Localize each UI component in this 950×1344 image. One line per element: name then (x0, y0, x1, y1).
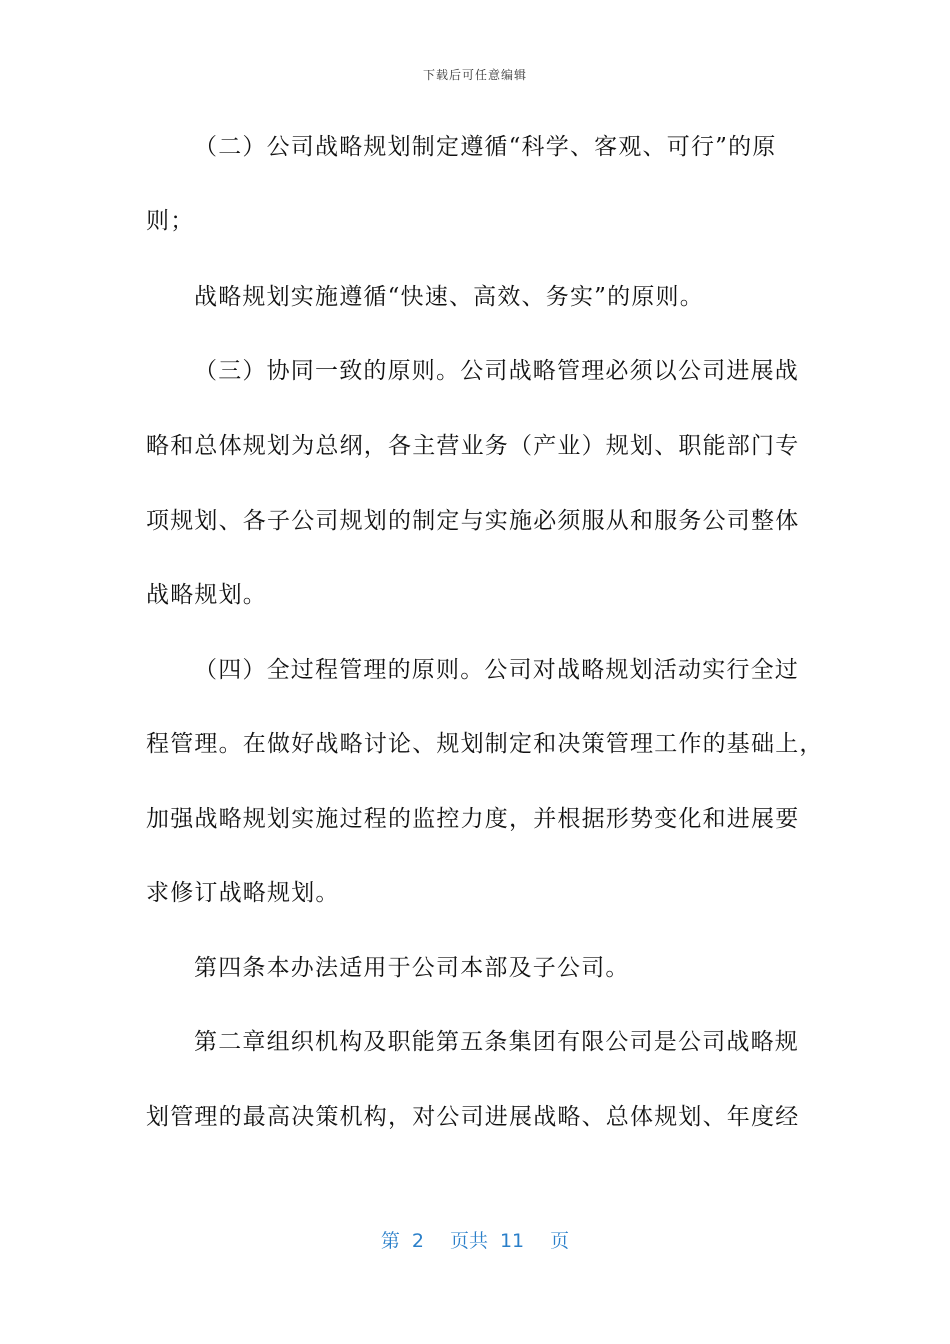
body-line: 则； (146, 208, 195, 234)
header-note: 下载后可任意编辑 (422, 68, 527, 82)
footer-suffix: 页 (550, 1230, 570, 1252)
footer-total-pages: 11 (499, 1230, 525, 1252)
page-footer (0, 1226, 950, 1253)
body-line: 项规划、各子公司规划的制定与实施必须服从和服务公司整体 (146, 508, 800, 534)
body-line: 加强战略规划实施过程的监控力度，并根据形势变化和进展要 (146, 806, 800, 832)
body-line: （二）公司战略规划制定遵循“科学、客观、可行”的原 (194, 134, 777, 160)
body-line: （四）全过程管理的原则。公司对战略规划活动实行全过 (194, 657, 799, 683)
body-line: 第二章组织机构及职能第五条集团有限公司是公司战略规 (194, 1029, 799, 1055)
body-line: 程管理。在做好战略讨论、规划制定和决策管理工作的基础上， (146, 731, 824, 757)
footer-page-number: 2 (411, 1230, 424, 1252)
body-line: （三）协同一致的原则。公司战略管理必须以公司进展战 (194, 358, 799, 384)
body-line: 求修订战略规划。 (146, 880, 340, 906)
body-line: 第四条本办法适用于公司本部及子公司。 (194, 955, 630, 981)
footer-middle: 页共 (449, 1230, 488, 1252)
body-line: 战略规划实施遵循“快速、高效、务实”的原则。 (194, 284, 704, 310)
body-line: 略和总体规划为总纲，各主营业务（产业）规划、职能部门专 (146, 433, 800, 459)
body-line: 战略规划。 (146, 582, 267, 608)
body-line: 划管理的最高决策机构，对公司进展战略、总体规划、年度经 (146, 1104, 800, 1130)
footer-prefix: 第 (380, 1230, 400, 1252)
